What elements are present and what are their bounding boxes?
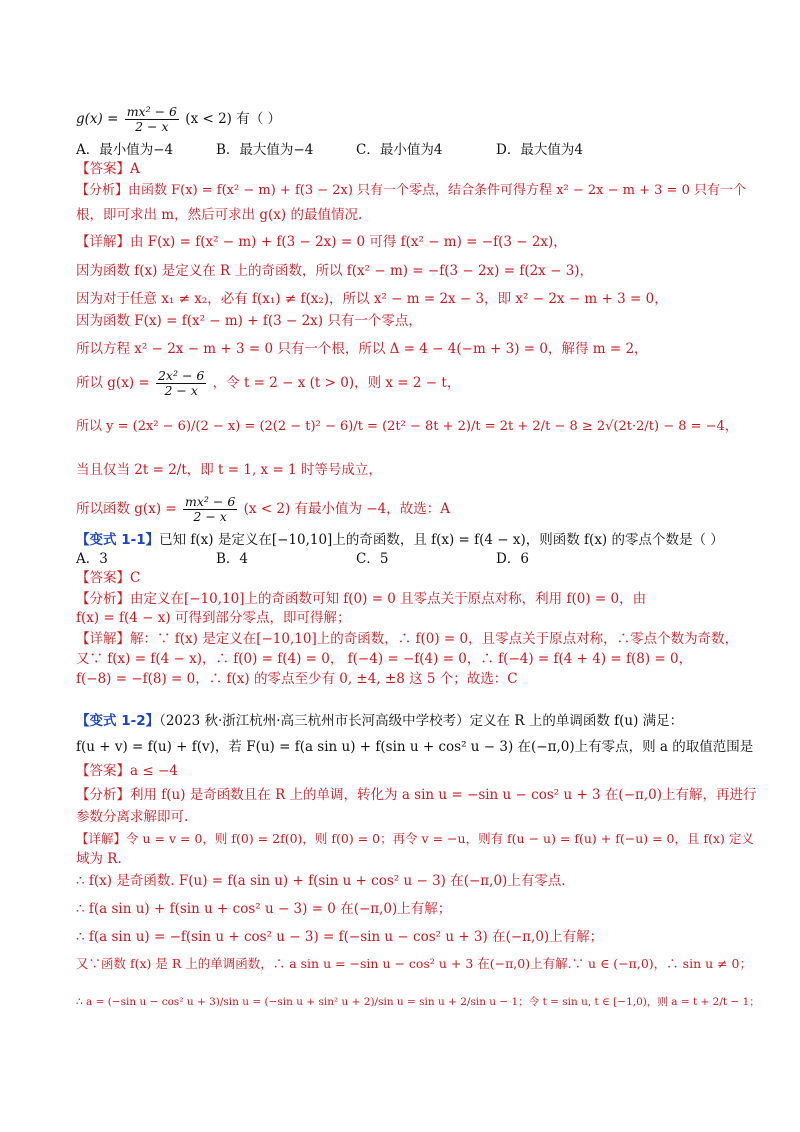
detail-line-2: 因为函数 f(x) 是定义在 R 上的奇函数，所以 f(x² − m) = −f(3 − 2x) = f(2x − 3)，	[76, 263, 594, 279]
v11-detail-3: f(−8) = −f(8) = 0，∴ f(x) 的零点至少有 0, ±4, ±8 这 5 个；故选：C	[76, 671, 518, 687]
detail-line-4: 因为函数 F(x) = f(x² − m) + f(3 − 2x) 只有一个零点，	[76, 313, 422, 329]
answer-value: A	[130, 161, 140, 177]
analysis-tag: 【分析】	[76, 183, 129, 198]
detail-9-fraction	[183, 495, 237, 524]
option-c: C．最小值为4	[356, 142, 443, 158]
v12-detail-5: ∴ f(a sin u) = −f(sin u + cos² u − 3) = f(−sin u − cos² u + 3) 在(−π,0)上有解；	[76, 929, 604, 945]
question-fraction	[125, 105, 179, 134]
option-d: D．最大值为4	[496, 142, 583, 158]
detail-line-6	[76, 369, 730, 398]
v12-detail-3: ∴ f(x) 是奇函数. F(u) = f(a sin u) + f(sin u + cos² u − 3) 在(−π,0)上有零点.	[76, 873, 566, 889]
detail-9-suffix: (x < 2) 有最小值为 −4，故选：A	[243, 501, 450, 517]
v11-option-a: A．3	[76, 551, 108, 567]
detail-6-den: 2 − x	[164, 383, 198, 398]
analysis-text-1: 由函数 F(x) = f(x² − m) + f(3 − 2x) 只有一个零点，结合条件可得方程 x² − 2x − m + 3 = 0 只有一个	[128, 183, 746, 198]
analysis-line-1	[76, 182, 746, 200]
v12-detail-text-1: 令 u = v = 0，则 f(0) = 2f(0)，则 f(0) = 0；再令 v = −u，则有 f(u − u) = f(u) + f(−u) = 0，且 f(x) 定义	[126, 831, 754, 846]
v12-analysis-tag: 【分析】	[76, 787, 130, 803]
detail-9-prefix: 所以函数 g(x) =	[76, 501, 177, 517]
detail-line-7: 所以 y = (2x² − 6)/(2 − x) = (2(2 − t)² − 6)/t = (2t² − 8t + 2)/t = 2t + 2/t − 8 ≥ 2√(2t·2/t) − 8 = −4，	[76, 419, 738, 434]
v11-analysis-tag: 【分析】	[76, 591, 130, 607]
options-row	[76, 141, 730, 159]
variant-1-2-tag: 【变式 1-2】	[76, 713, 160, 729]
variant-1-1-tag: 【变式 1-1】	[76, 532, 160, 548]
option-b: B．最大值为−4	[216, 142, 314, 158]
question-frac-num: mx² − 6	[126, 104, 177, 119]
v12-detail-6: 又∵函数 f(x) 是 R 上的单调函数，∴ a sin u = −sin u − cos² u + 3 在(−π,0)上有解.∵ u ∈ (−π,0)，∴ sin u ≠ 0；	[76, 956, 753, 971]
v12-answer-value: a ≤ −4	[130, 763, 178, 779]
v12-detail-tag: 【详解】	[76, 831, 127, 846]
detail-text-1: 由 F(x) = f(x² − m) + f(3 − 2x) = 0 可得 f(x² − m) = −f(3 − 2x)，	[130, 234, 567, 250]
detail-6-suffix: ，令 t = 2 − x (t > 0)，则 x = 2 − t，	[212, 375, 461, 391]
v12-detail-7: ∴ a = (−sin u − cos² u + 3)/sin u = (−sin u + sin² u + 2)/sin u = sin u + 2/sin u − 1；令 t = sin u, t ∈ [−1,0)，则 a = t + 2/t − 1；	[76, 996, 760, 1008]
detail-tag: 【详解】	[76, 234, 130, 250]
v11-answer-value: C	[130, 570, 141, 586]
v11-detail-text-1: 解：∵ f(x) 是定义在[−10,10]上的奇函数，∴ f(0) = 0，且零点关于原点对称，∴零点个数为奇数，	[130, 631, 739, 647]
question-frac-den: 2 − x	[135, 119, 169, 134]
question-line	[76, 105, 730, 134]
v12-answer-tag: 【答案】	[76, 763, 130, 779]
v11-detail-1	[76, 630, 739, 648]
v11-option-c: C．5	[356, 551, 389, 567]
variant-1-2-question-1	[76, 712, 730, 730]
answer-line	[76, 160, 730, 178]
detail-6-fraction	[156, 369, 206, 398]
variant-1-1-question-text: 已知 f(x) 是定义在[−10,10]上的奇函数，且 f(x) = f(4 − x)，则函数 f(x) 的零点个数是（ ）	[159, 532, 724, 548]
v11-answer-line	[76, 569, 730, 587]
analysis-line-2: 根，即可求出 m，然后可求出 g(x) 的最值情况.	[76, 207, 363, 223]
detail-9-num: mx² − 6	[184, 494, 236, 509]
v12-analysis-2: 参数分离求解即可.	[76, 809, 189, 825]
answer-tag: 【答案】	[76, 161, 130, 177]
v11-option-b: B．4	[216, 551, 249, 567]
detail-line-1	[76, 233, 730, 251]
variant-1-1-options	[76, 550, 730, 568]
question-suffix: (x < 2) 有（ ）	[185, 111, 282, 127]
detail-line-9	[76, 495, 730, 524]
option-a: A．最小值为−4	[76, 142, 174, 158]
v12-detail-2: 域为 R.	[76, 851, 122, 867]
v11-detail-2: 又∵ f(x) = f(4 − x)，∴ f(0) = f(4) = 0， f(−4) = −f(4) = 0，∴ f(−4) = f(4 + 4) = f(8) = 0，	[76, 651, 693, 667]
variant-1-1-question	[76, 531, 730, 549]
v11-option-d: D．6	[496, 551, 529, 567]
detail-line-8: 当且仅当 2t = 2/t，即 t = 1, x = 1 时等号成立，	[76, 462, 382, 478]
v11-analysis-2: f(x) = f(4 − x) 可得到部分零点，即可得解；	[76, 610, 351, 626]
detail-line-3: 因为对于任意 x₁ ≠ x₂，必有 f(x₁) ≠ f(x₂)，所以 x² − m = 2x − 3，即 x² − 2x − m + 3 = 0，	[76, 291, 668, 307]
question-prefix: g(x) =	[76, 111, 119, 127]
v12-answer-line	[76, 762, 730, 780]
detail-6-prefix: 所以 g(x) =	[76, 375, 150, 391]
detail-line-5: 所以方程 x² − 2x − m + 3 = 0 只有一个根，所以 Δ = 4 − 4(−m + 3) = 0，解得 m = 2，	[76, 341, 648, 357]
v12-detail-4: ∴ f(a sin u) + f(sin u + cos² u − 3) = 0 在(−π,0)上有解；	[76, 901, 452, 917]
variant-1-2-question-2: f(u + v) = f(u) + f(v)，若 F(u) = f(a sin u) + f(sin u + cos² u − 3) 在(−π,0)上有零点，则 a 的取值范围是	[76, 739, 754, 755]
v11-analysis-text-1: 由定义在[−10,10]上的奇函数可知 f(0) = 0 且零点关于原点对称，利用 f(0) = 0，由	[130, 591, 647, 607]
detail-6-num: 2x² − 6	[157, 368, 205, 383]
v12-analysis-1	[76, 786, 757, 804]
v11-answer-tag: 【答案】	[76, 570, 130, 586]
variant-1-2-question-text-1: （2023 秋·浙江杭州·高三杭州市长河高级中学校考）定义在 R 上的单调函数 f(u) 满足：	[159, 713, 684, 729]
v12-detail-1	[76, 830, 754, 848]
detail-9-den: 2 − x	[193, 509, 227, 524]
v11-analysis-1	[76, 590, 730, 608]
v11-detail-tag: 【详解】	[76, 631, 130, 647]
v12-analysis-text-1: 利用 f(u) 是奇函数且在 R 上的单调，转化为 a sin u = −sin u − cos² u + 3 在(−π,0)上有解，再进行	[130, 787, 757, 803]
